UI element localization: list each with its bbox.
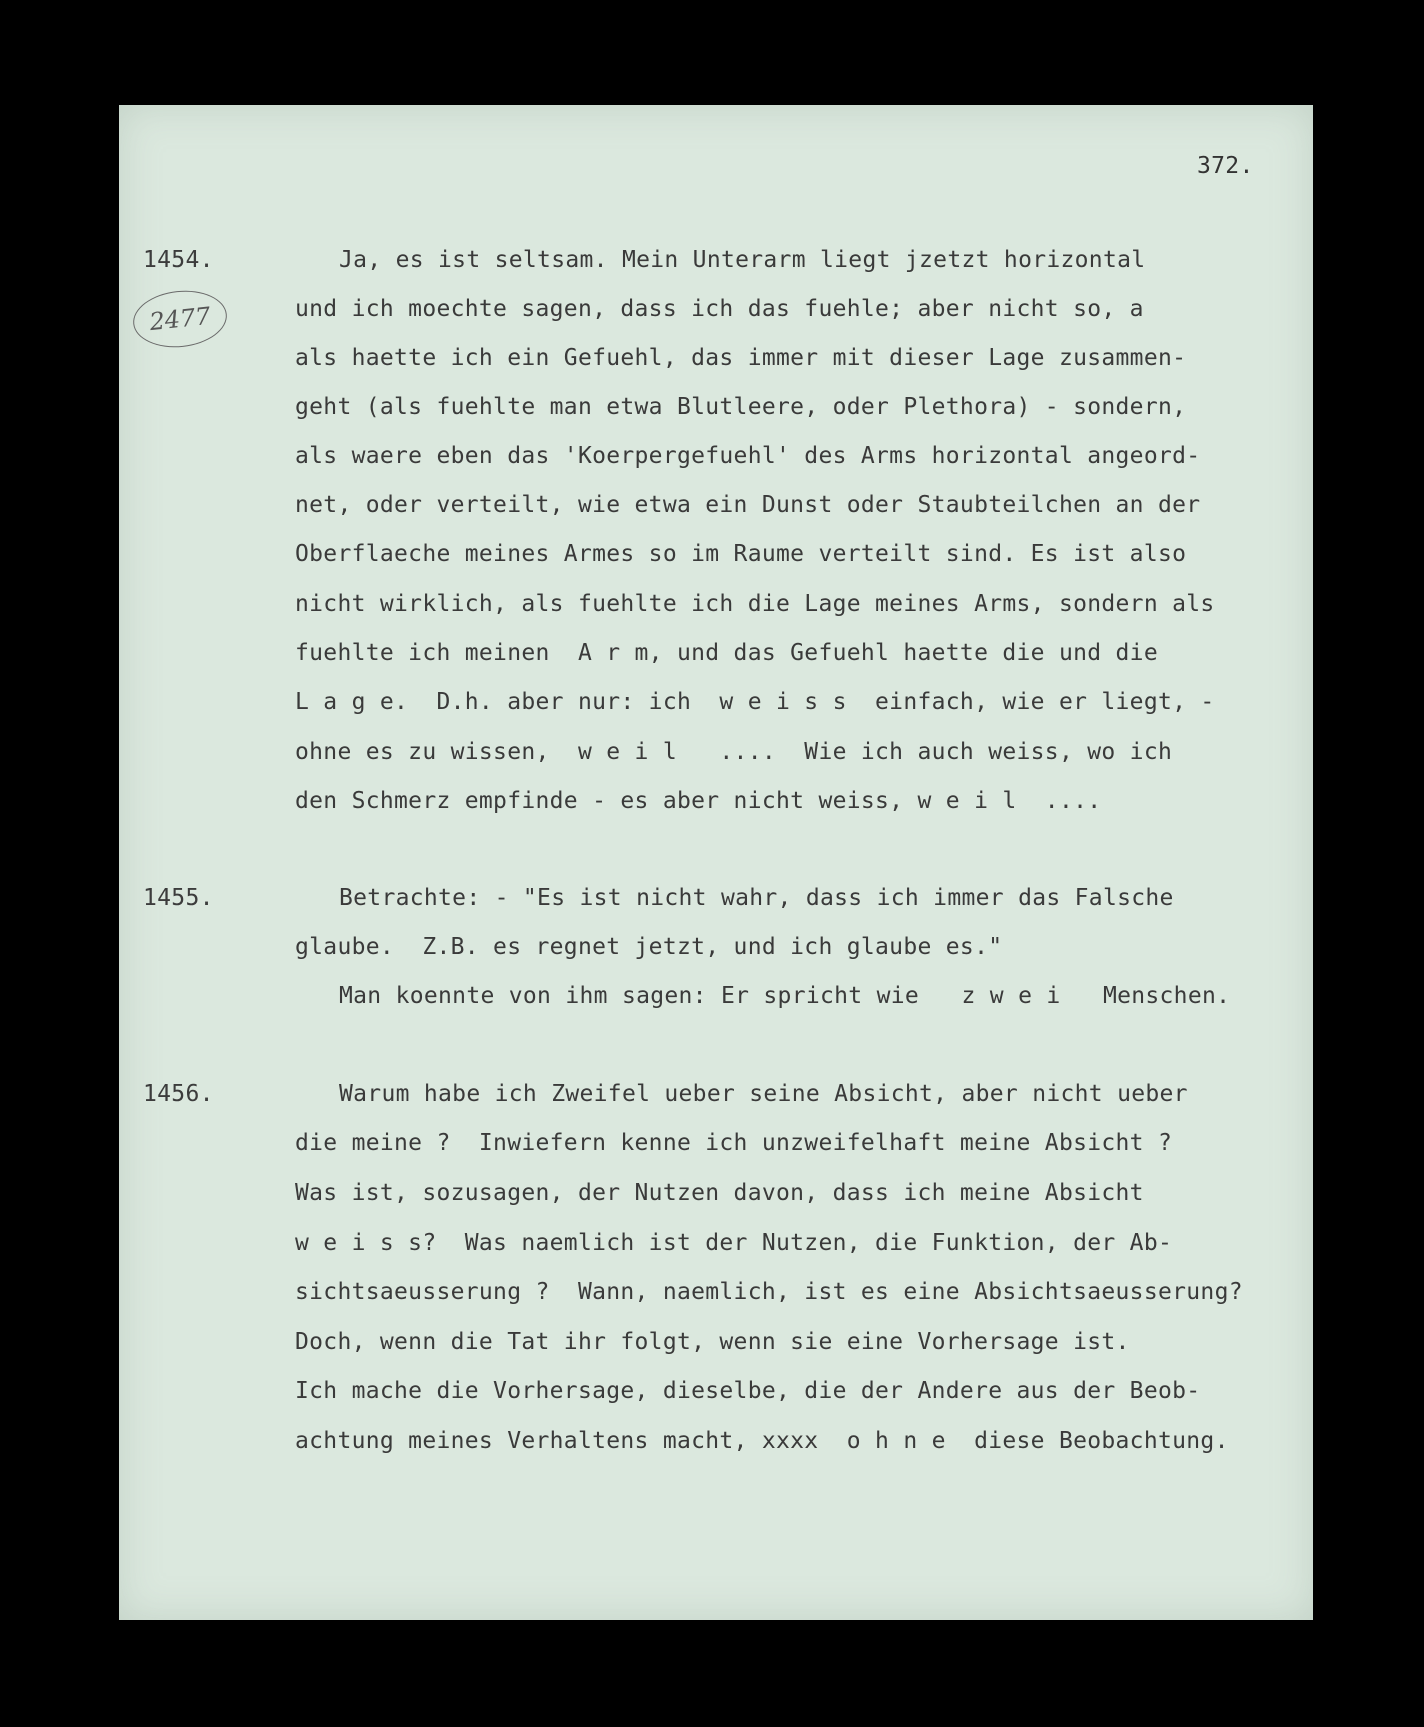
text-line: geht (als fuehlte man etwa Blutleere, oder Plethora) - sondern, <box>295 394 1187 420</box>
text-line: Man koennte von ihm sagen: Er spricht wie z w e i Menschen. <box>339 983 1231 1009</box>
paragraph-number: 1456. <box>143 1081 214 1107</box>
text-line: als waere eben das 'Koerpergefuehl' des Arms horizontal angeord- <box>295 443 1201 469</box>
text-line: Was ist, sozusagen, der Nutzen davon, dass ich meine Absicht <box>295 1180 1144 1206</box>
text-line: Doch, wenn die Tat ihr folgt, wenn sie eine Vorhersage ist. <box>295 1329 1130 1355</box>
text-line: und ich moechte sagen, dass ich das fuehle; aber nicht so, a <box>295 296 1144 322</box>
paragraph-number: 1455. <box>143 885 214 911</box>
text-line: L a g e. D.h. aber nur: ich w e i s s einfach, wie er liegt, - <box>295 689 1215 715</box>
text-line: Ich mache die Vorhersage, dieselbe, die der Andere aus der Beob- <box>295 1378 1201 1404</box>
text-line: Oberflaeche meines Armes so im Raume verteilt sind. Es ist also <box>295 541 1187 567</box>
text-line: net, oder verteilt, wie etwa ein Dunst oder Staubteilchen an der <box>295 492 1201 518</box>
text-line: nicht wirklich, als fuehlte ich die Lage meines Arms, sondern als <box>295 591 1215 617</box>
text-line: sichtsaeusserung ? Wann, naemlich, ist es eine Absichtsaeusserung? <box>295 1279 1243 1305</box>
text-line: ohne es zu wissen, w e i l .... Wie ich auch weiss, wo ich <box>295 739 1173 765</box>
text-line: w e i s s? Was naemlich ist der Nutzen, die Funktion, der Ab- <box>295 1230 1173 1256</box>
text-line: glaube. Z.B. es regnet jetzt, und ich glaube es." <box>295 934 1003 960</box>
text-line: Betrachte: - "Es ist nicht wahr, dass ich immer das Falsche <box>339 885 1174 911</box>
text-line: Ja, es ist seltsam. Mein Unterarm liegt jzetzt horizontal <box>339 247 1146 273</box>
stamp-number: 2477 <box>148 301 212 337</box>
page-number: 372. <box>1197 153 1254 179</box>
text-line: als haette ich ein Gefuehl, das immer mit dieser Lage zusammen- <box>295 345 1187 371</box>
text-line: achtung meines Verhaltens macht, xxxx o h n e diese Beobachtung. <box>295 1428 1229 1454</box>
archive-stamp <box>130 286 229 352</box>
text-line: den Schmerz empfinde - es aber nicht weiss, w e i l .... <box>295 788 1102 814</box>
typescript-page <box>119 105 1313 1620</box>
text-line: die meine ? Inwiefern kenne ich unzweifelhaft meine Absicht ? <box>295 1130 1173 1156</box>
text-line: fuehlte ich meinen A r m, und das Gefuehl haette die und die <box>295 640 1158 666</box>
paragraph-number: 1454. <box>143 247 214 273</box>
text-line: Warum habe ich Zweifel ueber seine Absicht, aber nicht ueber <box>339 1081 1188 1107</box>
